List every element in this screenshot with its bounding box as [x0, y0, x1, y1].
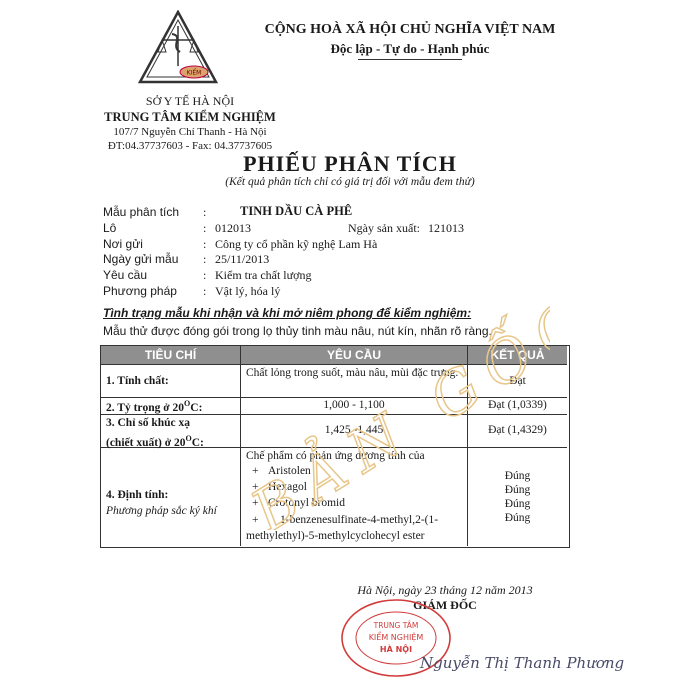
nation-motto: Độc lập - Tự do - Hạnh phúc	[330, 41, 490, 56]
plus-mark: +	[252, 497, 259, 509]
requirement-3: 1,425 -1,445	[324, 424, 384, 436]
criterion-3: 3. Chỉ số khúc xạ (chiết xuất) ở $20^OC$:	[106, 417, 204, 449]
criterion-4: 4. Định tính:	[106, 489, 169, 501]
colon: :	[203, 268, 207, 282]
plus-mark: +	[252, 514, 259, 526]
result-3: Đạt (1,4329)	[488, 424, 547, 436]
lot-value: 012013	[215, 221, 251, 235]
center-logo	[136, 10, 220, 88]
colon: :	[203, 284, 207, 298]
plus-mark: +	[252, 481, 259, 493]
criterion-1: 1. Tính chất:	[106, 375, 169, 387]
stamp-text: HÀ NỘI	[379, 645, 413, 654]
requirement-4-intro: Chế phẩm có phản ứng dương tính của	[246, 450, 425, 462]
criterion-2: 2. Tỷ trọng ở $20^OC$:	[106, 399, 203, 414]
header-result: KẾT QUẢ	[468, 348, 567, 362]
result-4: Đúng	[504, 484, 531, 496]
compound-item: 1-benzenesulfinate-4-methyl,2-(1-	[280, 514, 439, 526]
motto-underline	[358, 59, 462, 60]
mfg-value: 121013	[428, 221, 464, 235]
requirement-1: Chất lỏng trong suốt, màu nâu, mùi đặc trưng.	[246, 367, 459, 379]
lot-label: Lô	[103, 221, 117, 235]
colon: :	[203, 252, 207, 266]
sample-status-heading: Tình trạng mẫu khi nhận và khi mở niêm phong để kiểm nghiệm:	[103, 306, 472, 320]
original-watermark	[150, 270, 550, 530]
result-4: Đúng	[504, 470, 531, 482]
colon: :	[203, 237, 207, 251]
colon: :	[203, 221, 207, 235]
sample-value: TINH DẦU CÀ PHÊ	[240, 204, 353, 218]
result-4: Đúng	[504, 512, 531, 524]
mfg-label: Ngày sản xuất:	[348, 221, 420, 235]
page-title: PHIẾU PHÂN TÍCH	[243, 151, 457, 176]
signer-title: GIÁM ĐỐC	[413, 598, 477, 612]
request-value: Kiểm tra chất lượng	[215, 268, 312, 282]
watermark-text: BẢN GỐC	[239, 281, 550, 530]
sender-value: Công ty cổ phần kỹ nghệ Lam Hà	[215, 237, 378, 251]
plus-mark: +	[252, 465, 259, 477]
stamp-text: KIỂM NGHIỆM	[368, 633, 424, 642]
center-name: TRUNG TÂM KIỂM NGHIỆM	[104, 110, 276, 124]
result-1: Đạt	[509, 375, 526, 387]
signer-name: Nguyễn Thị Thanh Phương	[420, 654, 625, 672]
compound-item-cont: methylethyl)-5-methylcyclohecyl ester	[246, 530, 425, 542]
result-2: Đạt (1,0339)	[488, 399, 547, 411]
request-label: Yêu cầu	[103, 268, 148, 282]
compound-item: Crotonyl bromid	[268, 497, 345, 509]
header-criterion: TIÊU CHÍ	[101, 348, 240, 362]
stamp-text: TRUNG TÂM	[373, 621, 419, 630]
center-address: 107/7 Nguyễn Chí Thanh - Hà Nội	[113, 126, 267, 138]
place-date: Hà Nội, ngày 23 tháng 12 năm 2013	[357, 583, 533, 597]
criterion-4-method: Phương pháp sắc ký khí	[106, 505, 217, 517]
page-subtitle: (Kết quả phân tích chỉ có giá trị đối với mẫu đem thử)	[225, 176, 475, 188]
method-label: Phương pháp	[103, 284, 177, 298]
colon: :	[203, 205, 207, 219]
nation-title: CỘNG HOÀ XÃ HỘI CHỦ NGHĨA VIỆT NAM	[264, 22, 556, 37]
requirement-2: 1,000 - 1,100	[323, 399, 385, 411]
sample-label: Mẫu phân tích	[103, 205, 180, 219]
compound-item: Hexagol	[268, 481, 307, 493]
sample-status-text: Mẫu thử được đóng gói trong lọ thủy tinh màu nâu, nút kín, nhãn rõ ràng.	[103, 324, 492, 338]
date-value: 25/11/2013	[215, 252, 270, 266]
date-label: Ngày gửi mẫu	[103, 252, 179, 266]
header-requirement: YÊU CẦU	[241, 348, 467, 362]
sender-label: Nơi gửi	[103, 237, 143, 251]
logo-text: KIỂM	[186, 69, 202, 77]
compound-item: Aristolen	[268, 465, 311, 477]
center-phone: ĐT:04.37737603 - Fax: 04.37737605	[107, 140, 273, 152]
dept-name: SỞ Y TẾ HÀ NỘI	[145, 94, 235, 108]
result-4: Đúng	[504, 498, 531, 510]
method-value: Vật lý, hóa lý	[215, 284, 281, 298]
